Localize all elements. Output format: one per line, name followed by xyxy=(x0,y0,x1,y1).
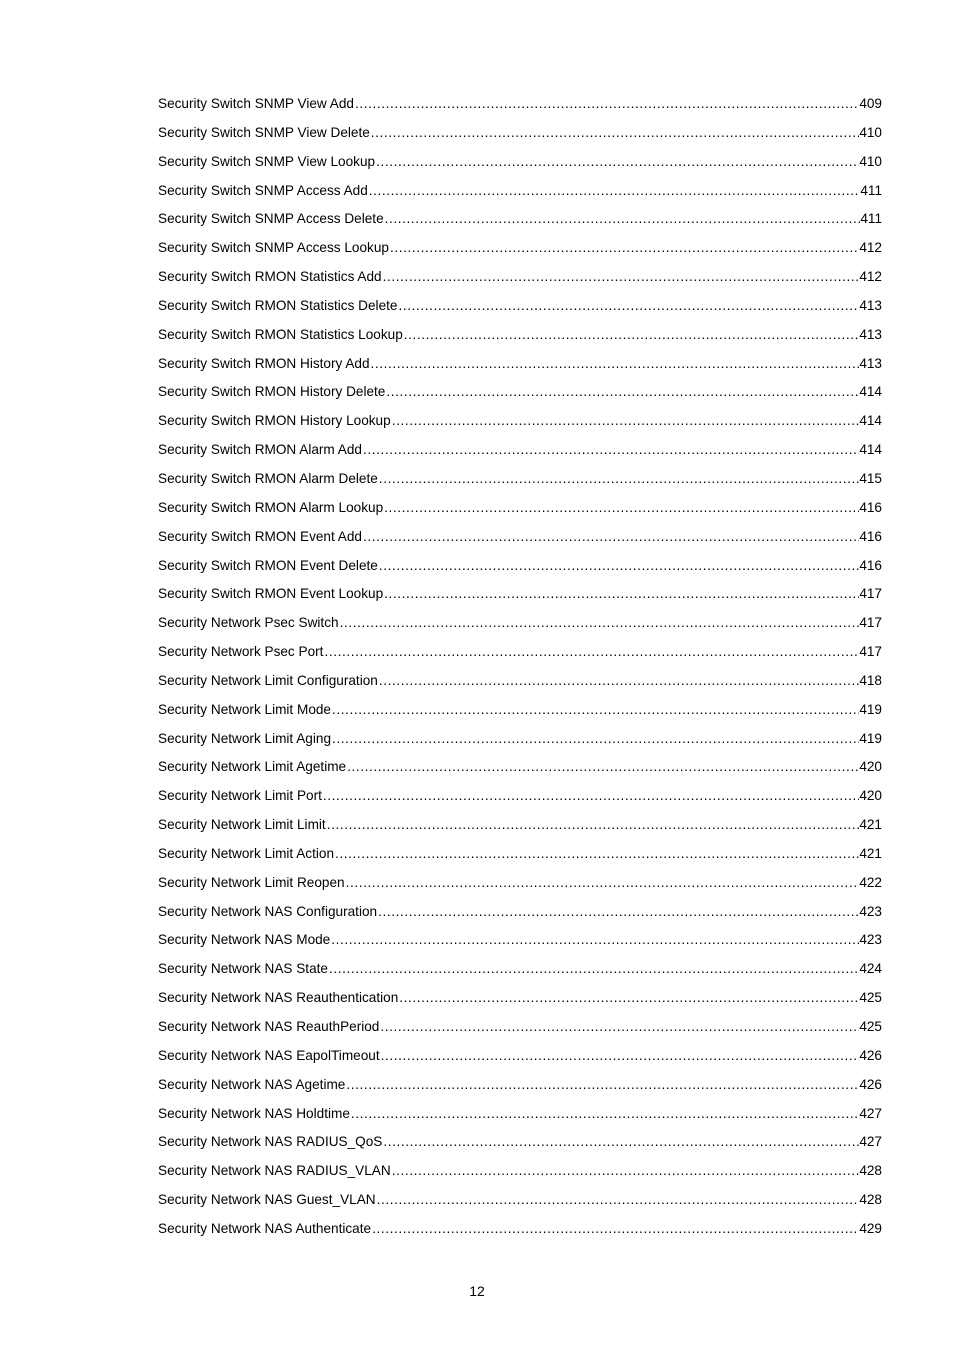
toc-entry-page: 426 xyxy=(859,1047,882,1063)
toc-entry[interactable] xyxy=(158,469,882,498)
toc-entry-title: Security Network NAS Reauthentication xyxy=(158,990,399,1006)
toc-entry-title: Security Network NAS Authenticate xyxy=(158,1220,372,1236)
toc-dot-leader xyxy=(403,325,860,345)
toc-entry-title: Security Switch RMON Alarm Add xyxy=(158,442,362,458)
toc-dot-leader xyxy=(398,988,859,1008)
toc-entry-title: Security Network Psec Switch xyxy=(158,615,339,631)
toc-entry-page: 414 xyxy=(859,384,882,400)
toc-entry[interactable] xyxy=(158,584,882,613)
toc-entry-title: Security Switch RMON Statistics Add xyxy=(158,269,382,285)
toc-entry[interactable] xyxy=(158,1161,882,1190)
toc-entry-title: Security Network NAS Mode xyxy=(158,932,331,948)
toc-entry[interactable] xyxy=(158,238,882,267)
toc-entry-title: Security Switch RMON History Lookup xyxy=(158,413,391,429)
toc-dot-leader xyxy=(376,1190,860,1210)
toc-entry-title: Security Network Limit Mode xyxy=(158,701,331,717)
toc-entry[interactable] xyxy=(158,411,882,440)
toc-entry-title: Security Network NAS State xyxy=(158,961,328,977)
toc-entry-title: Security Network NAS Agetime xyxy=(158,1076,346,1092)
toc-entry-page: 413 xyxy=(859,297,882,313)
toc-dot-leader xyxy=(362,440,859,460)
toc-entry-page: 411 xyxy=(860,182,882,198)
toc-entry[interactable] xyxy=(158,1075,882,1104)
toc-dot-leader xyxy=(345,873,860,893)
toc-dot-leader xyxy=(378,556,859,576)
toc-entry[interactable] xyxy=(158,354,882,383)
toc-entry-page: 419 xyxy=(859,701,882,717)
toc-dot-leader xyxy=(330,930,859,950)
toc-entry[interactable] xyxy=(158,382,882,411)
toc-entry-page: 423 xyxy=(859,903,882,919)
toc-entry-page: 416 xyxy=(859,557,882,573)
toc-dot-leader xyxy=(370,123,860,143)
toc-dot-leader xyxy=(375,152,859,172)
toc-entry-page: 428 xyxy=(859,1163,882,1179)
toc-entry[interactable] xyxy=(158,642,882,671)
toc-entry[interactable] xyxy=(158,498,882,527)
toc-entry-title: Security Network Psec Port xyxy=(158,644,324,660)
toc-entry-page: 412 xyxy=(859,269,882,285)
toc-dot-leader xyxy=(383,584,859,604)
toc-dot-leader xyxy=(385,382,859,402)
toc-entry-title: Security Switch RMON Event Add xyxy=(158,528,362,544)
toc-entry-title: Security Switch SNMP Access Add xyxy=(158,182,368,198)
toc-entry[interactable] xyxy=(158,844,882,873)
toc-dot-leader xyxy=(389,238,859,258)
toc-dot-leader xyxy=(323,642,859,662)
toc-entry-page: 410 xyxy=(859,124,882,140)
toc-entry[interactable] xyxy=(158,152,882,181)
toc-entry-title: Security Network Limit Limit xyxy=(158,817,326,833)
toc-entry-title: Security Switch RMON Statistics Lookup xyxy=(158,326,403,342)
toc-dot-leader xyxy=(322,786,859,806)
toc-dot-leader xyxy=(339,613,860,633)
table-of-contents xyxy=(158,94,882,1248)
toc-entry[interactable] xyxy=(158,325,882,354)
toc-entry-title: Security Switch SNMP View Lookup xyxy=(158,153,376,169)
toc-entry[interactable] xyxy=(158,267,882,296)
toc-dot-leader xyxy=(346,757,859,777)
toc-entry-page: 414 xyxy=(859,413,882,429)
toc-entry-title: Security Switch RMON Statistics Delete xyxy=(158,297,398,313)
toc-dot-leader xyxy=(384,209,861,229)
toc-entry[interactable] xyxy=(158,1190,882,1219)
toc-entry-title: Security Switch SNMP View Add xyxy=(158,96,354,111)
toc-entry[interactable] xyxy=(158,700,882,729)
toc-entry[interactable] xyxy=(158,988,882,1017)
toc-entry-title: Security Switch SNMP View Delete xyxy=(158,124,370,140)
toc-entry-page: 411 xyxy=(860,211,882,227)
toc-entry[interactable] xyxy=(158,94,882,123)
toc-dot-leader xyxy=(331,700,859,720)
toc-entry-title: Security Network NAS Configuration xyxy=(158,903,378,919)
toc-entry-page: 421 xyxy=(859,845,882,861)
toc-dot-leader xyxy=(378,671,859,691)
toc-dot-leader xyxy=(371,1219,859,1239)
toc-entry[interactable] xyxy=(158,123,882,152)
toc-entry-page: 421 xyxy=(859,817,882,833)
toc-entry[interactable] xyxy=(158,209,882,238)
toc-dot-leader xyxy=(391,1161,860,1181)
toc-entry-page: 423 xyxy=(859,932,882,948)
toc-entry-title: Security Network Limit Configuration xyxy=(158,672,378,688)
toc-entry-title: Security Network Limit Aging xyxy=(158,730,332,746)
toc-entry-title: Security Switch RMON History Add xyxy=(158,355,370,371)
toc-entry[interactable] xyxy=(158,1046,882,1075)
toc-entry[interactable] xyxy=(158,757,882,786)
toc-entry-title: Security Switch RMON Event Lookup xyxy=(158,586,384,602)
toc-entry[interactable] xyxy=(158,527,882,556)
toc-entry-page: 409 xyxy=(859,96,882,111)
toc-entry-title: Security Network NAS RADIUS_QoS xyxy=(158,1134,383,1150)
toc-entry[interactable] xyxy=(158,1132,882,1161)
toc-dot-leader xyxy=(350,1104,859,1124)
toc-dot-leader xyxy=(383,498,859,518)
toc-entry[interactable] xyxy=(158,786,882,815)
toc-entry-page: 414 xyxy=(859,442,882,458)
toc-entry-title: Security Switch SNMP Access Delete xyxy=(158,211,384,227)
toc-entry-page: 425 xyxy=(859,990,882,1006)
toc-entry-page: 420 xyxy=(859,759,882,775)
toc-entry-page: 417 xyxy=(859,644,882,660)
toc-entry-title: Security Network NAS RADIUS_VLAN xyxy=(158,1163,391,1179)
toc-entry-page: 427 xyxy=(859,1105,882,1121)
toc-entry-title: Security Network Limit Reopen xyxy=(158,874,345,890)
toc-entry[interactable] xyxy=(158,873,882,902)
toc-entry[interactable] xyxy=(158,440,882,469)
toc-entry-title: Security Network Limit Port xyxy=(158,788,322,804)
toc-entry[interactable] xyxy=(158,296,882,325)
toc-entry[interactable] xyxy=(158,1017,882,1046)
toc-entry-page: 413 xyxy=(859,326,882,342)
toc-entry[interactable] xyxy=(158,1104,882,1133)
toc-entry-page: 410 xyxy=(859,153,882,169)
toc-dot-leader xyxy=(377,902,859,922)
toc-dot-leader xyxy=(328,959,859,979)
toc-entry-page: 416 xyxy=(859,528,882,544)
toc-entry-title: Security Switch SNMP Access Lookup xyxy=(158,240,389,256)
toc-dot-leader xyxy=(370,354,860,374)
toc-entry-title: Security Network Limit Agetime xyxy=(158,759,347,775)
toc-entry-page: 419 xyxy=(859,730,882,746)
toc-entry-title: Security Network NAS Holdtime xyxy=(158,1105,350,1121)
page-number: 12 xyxy=(469,1283,485,1299)
toc-entry-title: Security Switch RMON Event Delete xyxy=(158,557,378,573)
toc-entry-page: 417 xyxy=(859,615,882,631)
toc-entry-title: Security Network Limit Action xyxy=(158,845,335,861)
toc-dot-leader xyxy=(382,1132,859,1152)
toc-entry-title: Security Network NAS EapolTimeout xyxy=(158,1047,380,1063)
toc-entry[interactable] xyxy=(158,959,882,988)
toc-entry-title: Security Switch RMON History Delete xyxy=(158,384,386,400)
toc-dot-leader xyxy=(326,815,860,835)
toc-dot-leader xyxy=(380,1046,860,1066)
toc-entry[interactable] xyxy=(158,729,882,758)
toc-entry[interactable] xyxy=(158,556,882,585)
toc-entry[interactable] xyxy=(158,815,882,844)
toc-dot-leader xyxy=(397,296,859,316)
toc-entry-page: 412 xyxy=(859,240,882,256)
toc-entry-page: 424 xyxy=(859,961,882,977)
toc-entry-page: 416 xyxy=(859,499,882,515)
toc-entry-page: 425 xyxy=(859,1019,882,1034)
toc-entry-page: 417 xyxy=(859,586,882,602)
toc-entry[interactable] xyxy=(158,181,882,210)
toc-entry-page: 415 xyxy=(859,470,882,486)
toc-dot-leader xyxy=(334,844,859,864)
toc-entry-page: 426 xyxy=(859,1076,882,1092)
toc-entry-title: Security Network NAS Guest_VLAN xyxy=(158,1192,376,1208)
toc-entry-page: 429 xyxy=(859,1220,882,1236)
toc-dot-leader xyxy=(379,1017,859,1037)
toc-dot-leader xyxy=(378,469,859,489)
toc-dot-leader xyxy=(354,94,859,114)
toc-entry[interactable] xyxy=(158,930,882,959)
toc-entry-title: Security Switch RMON Alarm Delete xyxy=(158,470,378,486)
toc-entry-page: 420 xyxy=(859,788,882,804)
toc-entry[interactable] xyxy=(158,1219,882,1248)
toc-entry[interactable] xyxy=(158,613,882,642)
toc-dot-leader xyxy=(382,267,860,287)
toc-dot-leader xyxy=(331,729,859,749)
toc-entry-page: 422 xyxy=(859,874,882,890)
toc-entry-title: Security Switch RMON Alarm Lookup xyxy=(158,499,384,515)
toc-entry[interactable] xyxy=(158,671,882,700)
toc-dot-leader xyxy=(368,181,861,201)
toc-dot-leader xyxy=(345,1075,859,1095)
toc-dot-leader xyxy=(362,527,859,547)
toc-entry-page: 428 xyxy=(859,1192,882,1208)
toc-entry[interactable] xyxy=(158,902,882,931)
toc-entry-page: 427 xyxy=(859,1134,882,1150)
toc-entry-page: 418 xyxy=(859,672,882,688)
toc-dot-leader xyxy=(391,411,860,431)
toc-entry-page: 413 xyxy=(859,355,882,371)
toc-entry-title: Security Network NAS ReauthPeriod xyxy=(158,1019,380,1034)
